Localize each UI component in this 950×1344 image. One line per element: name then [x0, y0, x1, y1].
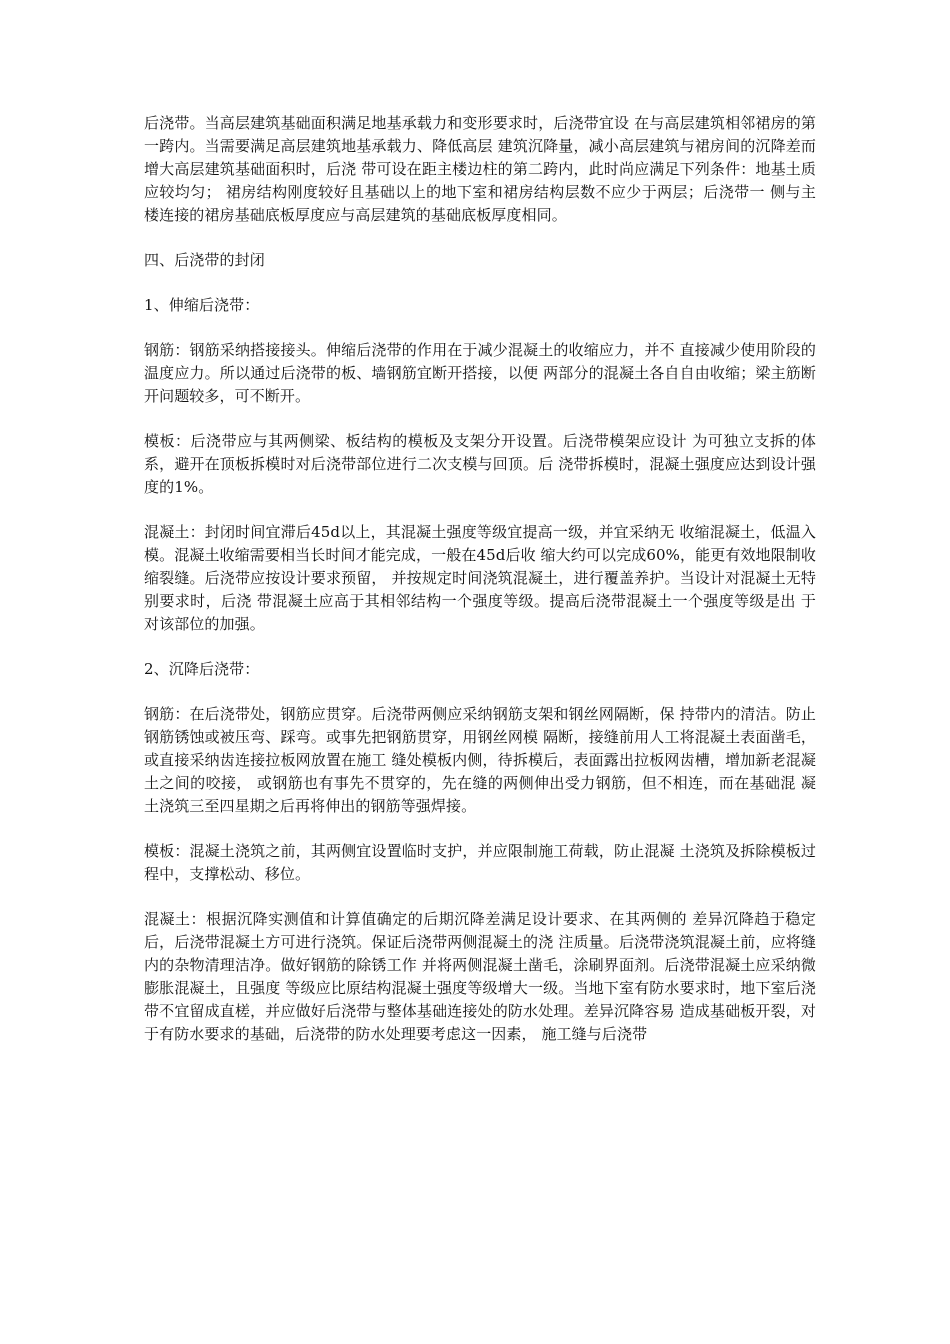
document-page — [144, 112, 816, 1068]
subheading-expansion-strip: 1、伸缩后浇带： — [144, 296, 260, 314]
section-heading-closure: 四、后浇带的封闭 — [144, 251, 265, 269]
paragraph-post-pour-strip-location: 后浇带。当高层建筑基础面积满足地基承载力和变形要求时，后浇带宜设 在与高层建筑相邻裙房的第一跨内。当需要满足高层建筑地基承载力、降低高层 建筑沉降量，减小高层建筑与裙房间的沉降差而增大高层建筑基础面积时，后浇 带可设在距主楼边柱的第二跨内，此时尚应满足下列条件：地基土质应较均匀； 裙房结构刚度较好且基础以上的地下室和裙房结构层数不应少于两层；后浇带一 侧与主楼连接的裙房基础底板厚度应与高层建筑的基础底板厚度相同。 — [144, 114, 816, 224]
subheading-settlement-strip: 2、沉降后浇带： — [144, 660, 260, 678]
paragraph-expansion-concrete: 混凝土：封闭时间宜滞后45d以上，其混凝土强度等级宜提高一级，并宜采纳无 收缩混凝土，低温入模。混凝土收缩需要相当长时间才能完成，一般在45d后收 缩大约可以完成60%，能更有效地限制收缩裂缝。后浇带应按设计要求预留， 并按规定时间浇筑混凝土，进行覆盖养护。当设计对混凝土无特别要求时，后浇 带混凝土应高于其相邻结构一个强度等级。提高后浇带混凝土一个强度等级是出 于对该部位的加强。 — [144, 523, 816, 633]
paragraph-settlement-rebar: 钢筋：在后浇带处，钢筋应贯穿。后浇带两侧应采纳钢筋支架和钢丝网隔断，保 持带内的清洁。防止钢筋锈蚀或被压弯、踩弯。或事先把钢筋贯穿，用钢丝网模 隔断，接缝前用人工将混凝土表面凿毛，或直接采纳齿连接拉板网放置在施工 缝处模板内侧，待拆模后，表面露出拉板网齿槽，增加新老混凝土之间的咬接， 或钢筋也有事先不贯穿的，先在缝的两侧伸出受力钢筋，但不相连，而在基础混 凝土浇筑三至四星期之后再将伸出的钢筋等强焊接。 — [144, 705, 816, 815]
paragraph-settlement-concrete: 混凝土：根据沉降实测值和计算值确定的后期沉降差满足设计要求、在其两侧的 差异沉降趋于稳定后，后浇带混凝土方可进行浇筑。保证后浇带两侧混凝土的浇 注质量。后浇带浇筑混凝土前，应将缝内的杂物清理洁净。做好钢筋的除锈工作 并将两侧混凝土凿毛，涂刷界面剂。后浇带混凝土应采纳微膨胀混凝土，且强度 等级应比原结构混凝土强度等级增大一级。当地下室有防水要求时，地下室后浇 带不宜留成直槎，并应做好后浇带与整体基础连接处的防水处理。差异沉降容易 造成基础板开裂，对于有防水要求的基础，后浇带的防水处理要考虑这一因素， 施工缝与后浇带 — [144, 910, 816, 1043]
paragraph-expansion-formwork: 模板：后浇带应与其两侧梁、板结构的模板及支架分开设置。后浇带模架应设计 为可独立支拆的体系，避开在顶板拆模时对后浇带部位进行二次支模与回顶。后 浇带拆模时，混凝土强度应达到设计强度的1%。 — [144, 432, 816, 496]
paragraph-expansion-rebar: 钢筋：钢筋采纳搭接接头。伸缩后浇带的作用在于减少混凝土的收缩应力，并不 直接减少使用阶段的温度应力。所以通过后浇带的板、墙钢筋宜断开搭接，以便 两部分的混凝土各自自由收缩；梁主筋断开问题较多，可不断开。 — [144, 341, 816, 405]
paragraph-settlement-formwork: 模板：混凝土浇筑之前，其两侧宜设置临时支护，并应限制施工荷载，防止混凝 土浇筑及拆除模板过程中，支撑松动、移位。 — [144, 842, 816, 883]
